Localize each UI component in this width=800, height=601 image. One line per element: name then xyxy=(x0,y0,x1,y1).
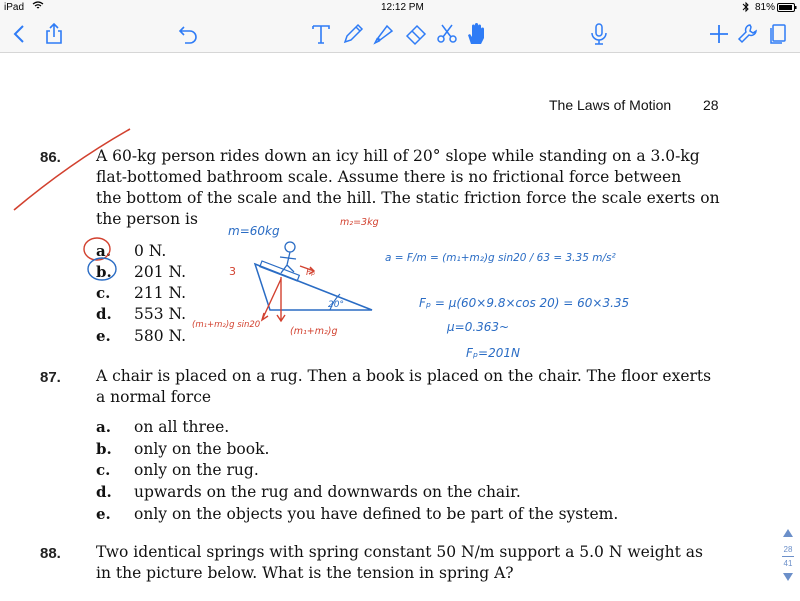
friction-arrow xyxy=(300,266,314,274)
angle-label: 20° xyxy=(328,300,344,310)
option-text: upwards on the rug and downwards on the chair. xyxy=(134,483,521,501)
acceleration-equation: a = F/m = (m₁+m₂)g sin20 / 63 = 3.35 m/s² xyxy=(385,252,616,264)
question-text xyxy=(96,146,726,230)
question-text xyxy=(96,366,726,408)
question-line: flat-bottomed bathroom scale. Assume there is no frictional force between xyxy=(96,168,682,186)
page-down-icon[interactable] xyxy=(776,573,800,583)
option-letter: e. xyxy=(96,327,111,345)
scale-block xyxy=(260,261,299,281)
person-body xyxy=(280,252,296,273)
question-line: A chair is placed on a rug. Then a book is placed on the chair. The floor exerts xyxy=(96,367,712,385)
option-text: 0 N. xyxy=(134,242,167,260)
page-up-icon[interactable] xyxy=(776,529,800,539)
mu-value: μ=0.363~ xyxy=(447,320,510,334)
option-letter: c. xyxy=(96,461,111,479)
pager-current: 28 xyxy=(783,545,793,554)
weight-arrow xyxy=(277,277,285,321)
question-line: the person is xyxy=(96,210,198,228)
friction-result: Fₚ=201N xyxy=(466,346,520,360)
weight-label: (m₁+m₂)g xyxy=(290,326,338,337)
status-time: 12:12 PM xyxy=(381,2,424,13)
text-tool-icon[interactable] xyxy=(307,20,335,48)
question-number: 87. xyxy=(40,369,61,386)
option-letter: c. xyxy=(96,284,111,302)
option-letter: a. xyxy=(96,242,111,260)
option-letter: a. xyxy=(96,418,111,436)
mass-scale-label: m₂=3kg xyxy=(340,217,379,228)
battery-icon xyxy=(777,3,797,15)
incline-triangle xyxy=(255,264,372,310)
question-line: in the picture below. What is the tension in spring A? xyxy=(96,564,514,582)
back-icon[interactable] xyxy=(6,20,34,48)
pager-total: 41 xyxy=(783,559,793,568)
document-page[interactable] xyxy=(0,53,800,600)
option-letter: b. xyxy=(96,440,112,458)
status-bar xyxy=(0,0,800,16)
question-line: the bottom of the scale and the hill. The static friction force the scale exerts on xyxy=(96,189,720,207)
option-text: on all three. xyxy=(134,418,230,436)
option-text: only on the objects you have defined to be part of the system. xyxy=(134,505,619,523)
eraser-icon[interactable] xyxy=(402,20,430,48)
battery-percent: 81% xyxy=(755,2,776,13)
page-scroller[interactable] xyxy=(776,529,800,601)
microphone-icon[interactable] xyxy=(585,20,613,48)
question-number: 88. xyxy=(40,545,61,562)
wifi-icon xyxy=(32,1,44,14)
highlighter-icon[interactable] xyxy=(370,20,398,48)
option-letter: d. xyxy=(96,483,112,501)
question-number: 86. xyxy=(40,149,61,166)
toolbar xyxy=(0,16,800,53)
option-text: only on the rug. xyxy=(134,461,259,479)
option-text: only on the book. xyxy=(134,440,270,458)
question-line: Two identical springs with spring constant 50 N/m support a 5.0 N weight as xyxy=(96,543,703,561)
parallel-force-label: (m₁+m₂)g sin20 xyxy=(192,320,261,330)
friction-label: Fₚ xyxy=(306,268,316,278)
pages-icon[interactable] xyxy=(764,20,792,48)
add-icon[interactable] xyxy=(705,20,733,48)
person-head xyxy=(285,242,295,252)
option-text: 580 N. xyxy=(134,327,187,345)
bluetooth-icon xyxy=(742,1,750,16)
option-letter: e. xyxy=(96,505,111,523)
chapter-title: The Laws of Motion xyxy=(549,97,672,113)
share-icon[interactable] xyxy=(40,20,68,48)
label-three: 3 xyxy=(229,265,236,278)
option-letter: b. xyxy=(96,263,112,281)
device-name: iPad xyxy=(4,2,25,13)
mass-person-label: m=60kg xyxy=(228,224,280,238)
undo-icon[interactable] xyxy=(174,20,202,48)
parallel-force-arrow xyxy=(262,279,281,320)
question-line: a normal force xyxy=(96,388,212,406)
scissors-icon[interactable] xyxy=(433,20,461,48)
pager-divider xyxy=(782,556,794,557)
option-text: 553 N. xyxy=(134,305,187,323)
wrench-icon[interactable] xyxy=(734,20,762,48)
option-text: 211 N. xyxy=(134,284,187,302)
page-number: 28 xyxy=(703,97,719,113)
option-letter: d. xyxy=(96,305,112,323)
option-text: 201 N. xyxy=(134,263,187,281)
pen-icon[interactable] xyxy=(339,20,367,48)
question-line: A 60-kg person rides down an icy hill of 20° slope while standing on a 3.0-kg xyxy=(96,147,700,165)
question-text xyxy=(96,542,726,584)
angle-arc xyxy=(330,294,340,310)
hand-icon[interactable] xyxy=(462,20,490,48)
friction-equation: Fₚ = μ(60×9.8×cos 20) = 60×3.35 xyxy=(419,296,630,310)
